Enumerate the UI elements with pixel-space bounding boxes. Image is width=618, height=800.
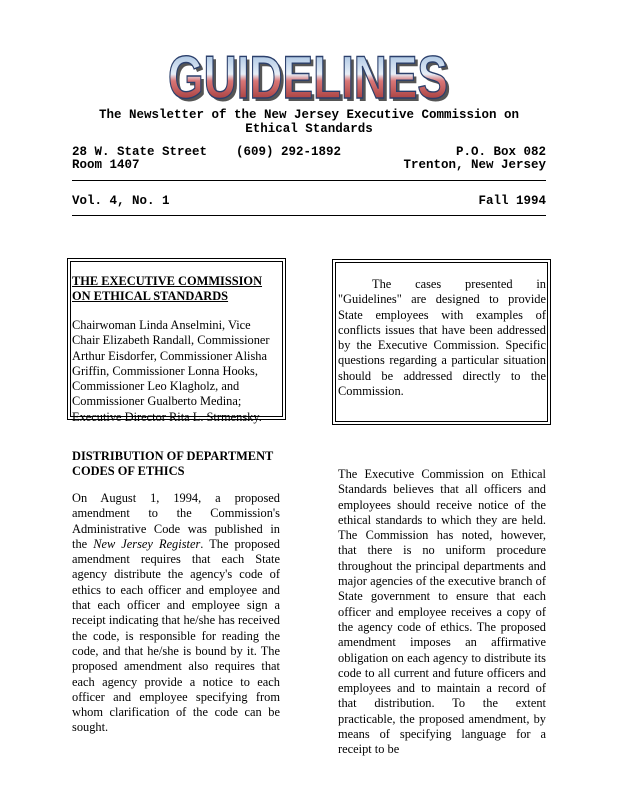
article-paragraph-1-end: . The proposed amendment requires that each State agency distribute the agency's code of ethics to each officer and employee and that each officer and employee sign a receipt indicating that he/she has received the code, is responsible for reading the code, and that he/she is bound by it. The proposed amendment also requires that each agency provide a notice to each officer and employee specifying from whom clarification of the code can be sought.: [72, 536, 280, 735]
svg-text:GUIDELINES: GUIDELINES: [171, 47, 451, 114]
room-number: Room 1407: [72, 158, 140, 172]
article-heading: DISTRIBUTION OF DEPARTMENT CODES OF ETHICS: [72, 449, 274, 479]
publication-name: New Jersey Register: [93, 536, 201, 551]
address-row-2: [72, 158, 546, 172]
divider-top: [72, 180, 546, 181]
article-paragraph-1-start: On August 1, 1994, a proposed amendment to the Commission's Administrative Code was published in the: [72, 491, 280, 551]
article-paragraph-1: [72, 491, 280, 736]
issue-row: [72, 194, 546, 208]
issue-season: Fall 1994: [478, 194, 546, 208]
newsletter-subtitle: The Newsletter of the New Jersey Executive Commission on Ethical Standards: [98, 108, 520, 136]
street-address: 28 W. State Street: [72, 145, 208, 159]
article-paragraph-2: The Executive Commission on Ethical Standards believes that all officers and employees should receive notice of the ethical standards to which they are held. The Commission has noted, however, that there is no uniform procedure throughout the principal departments and major agencies of the executive branch of State government to ensure that each officer and employee receives a copy of the agency code of ethics. The proposed amendment imposes an affirmative obligation on each agency to distribute its code to all current and future officers and employees and to maintain a record of that distribution. To the extent practicable, the proposed amendment, by means of specifying language for a receipt to be: [338, 467, 546, 757]
commission-members: Chairwoman Linda Anselmini, Vice Chair Elizabeth Randall, Commissioner Arthur Eisdorfer, Commissioner Alisha Griffin, Commissioner Lonna Hooks, Commissioner Leo Klagholz, and Commissioner Gualberto Medina; Executive Director Rita L. Strmensky.: [72, 318, 270, 424]
commission-heading: THE EXECUTIVE COMMISSION ON ETHICAL STANDARDS: [72, 274, 263, 304]
phone-number: (609) 292-1892: [236, 145, 342, 159]
svg-text:GUIDELINES: GUIDELINES: [168, 44, 448, 111]
city-state: Trenton, New Jersey: [403, 158, 546, 172]
guidelines-logo: [160, 44, 456, 114]
po-box: P.O. Box 082: [455, 145, 546, 159]
volume-number: Vol. 4, No. 1: [72, 194, 170, 208]
address-row-1: [72, 145, 546, 159]
cases-intro-text: The cases presented in "Guidelines" are designed to provide State employees with examples of conflicts issues that have been addressed by the Executive Commission. Specific questions regarding a particular situation should be addressed directly to the Commission.: [338, 277, 546, 399]
divider-bottom: [72, 215, 546, 216]
